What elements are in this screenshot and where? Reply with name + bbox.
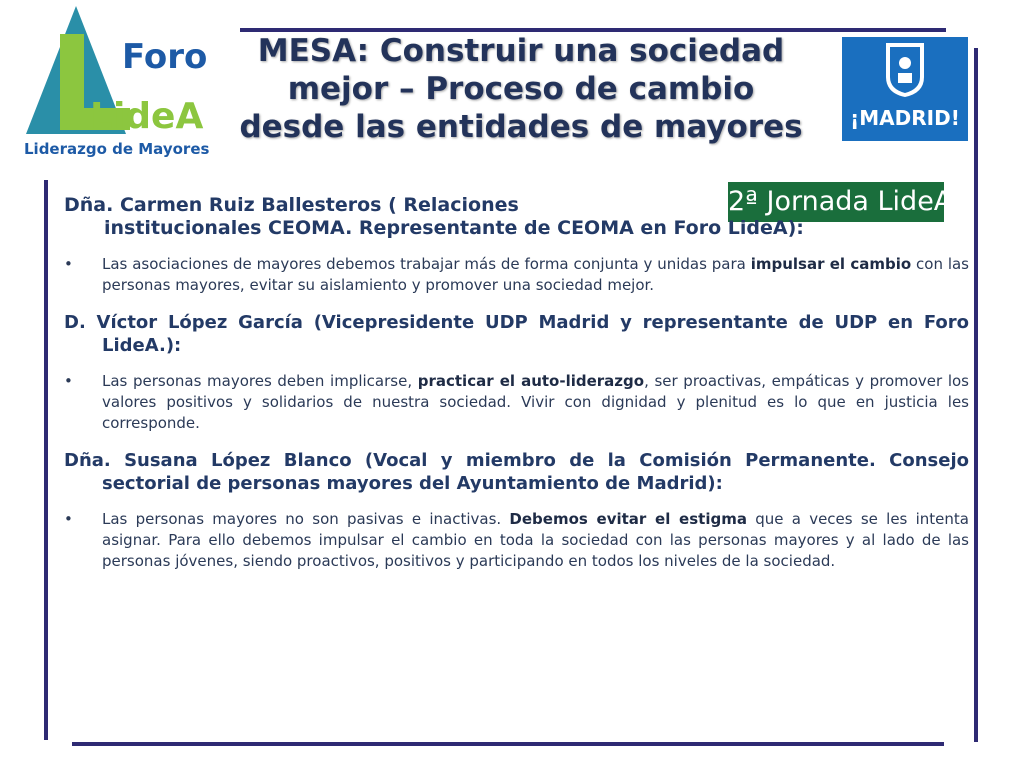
- speaker-2-name: D. Víctor López García (Vicepresidente UDP Madrid y representante de UDP en Foro LideA.):: [64, 312, 969, 356]
- frame-bottom-line: [72, 742, 944, 746]
- speaker-1-name-line2: institucionales CEOMA. Representante de CEOMA en Foro LideA):: [104, 217, 804, 239]
- bullet-glyph: •: [64, 255, 73, 273]
- frame-right-line: [974, 48, 978, 742]
- madrid-logo: [842, 37, 968, 141]
- speaker-1-name-line1: Dña. Carmen Ruiz Ballesteros ( Relaciones: [64, 194, 519, 216]
- bullet-glyph: •: [64, 372, 73, 390]
- speaker-3-bullet: [64, 509, 969, 572]
- madrid-logo-text: ¡MADRID!: [850, 106, 960, 130]
- logo-word-foro: Foro: [122, 37, 208, 77]
- speaker-1-bullet: [64, 254, 969, 296]
- speaker-1-bullet-text: Las asociaciones de mayores debemos trabajar más de forma conjunta y unidas para impulsar el cambio con las personas mayores, evitar su aislamiento y promover una sociedad mejor.: [102, 255, 969, 294]
- slide-title: [238, 32, 804, 146]
- frame-left-line: [44, 180, 48, 740]
- speaker-2-bullet-emphasis: practicar el auto-liderazgo: [417, 372, 645, 390]
- logo-tagline: Liderazgo de Mayores: [24, 140, 210, 158]
- speaker-1-bullet-emphasis: impulsar el cambio: [750, 255, 912, 273]
- madrid-shield-icon: [886, 43, 924, 97]
- speaker-3-bullet-text: Las personas mayores no son pasivas e inactivas. Debemos evitar el estigma que a veces se les intenta asignar. Para ello debemos impulsar el cambio en toda la sociedad con las personas mayores y al lado de las personas jóvenes, siendo proactivos, positivos y participando en todos los niveles de la sociedad.: [102, 510, 969, 570]
- speaker-3-name: Dña. Susana López Blanco (Vocal y miembro de la Comisión Permanente. Consejo sectorial de personas mayores del Ayuntamiento de Madrid):: [64, 450, 969, 494]
- speakers-content: [64, 194, 969, 572]
- title-line-3: desde las entidades de mayores: [239, 109, 803, 145]
- speaker-2-bullet: [64, 371, 969, 434]
- bullet-glyph: •: [64, 510, 73, 528]
- title-line-2: mejor – Proceso de cambio: [287, 71, 755, 107]
- foro-lidea-logo: [22, 4, 218, 162]
- speaker-1-name: [64, 194, 969, 240]
- jornada-lidea-badge: 2ª Jornada LideA: [728, 182, 944, 222]
- title-line-1: MESA: Construir una sociedad: [257, 33, 785, 69]
- speaker-3-bullet-emphasis: Debemos evitar el estigma: [509, 510, 747, 528]
- logo-word-lidea: LideA: [90, 96, 204, 137]
- speaker-2-bullet-text: Las personas mayores deben implicarse, practicar el auto-liderazgo, ser proactivas, empáticas y promover los valores positivos y solidarios de nuestra sociedad. Vivir con dignidad y plenitud es lo que en justicia les corresponde.: [102, 372, 969, 432]
